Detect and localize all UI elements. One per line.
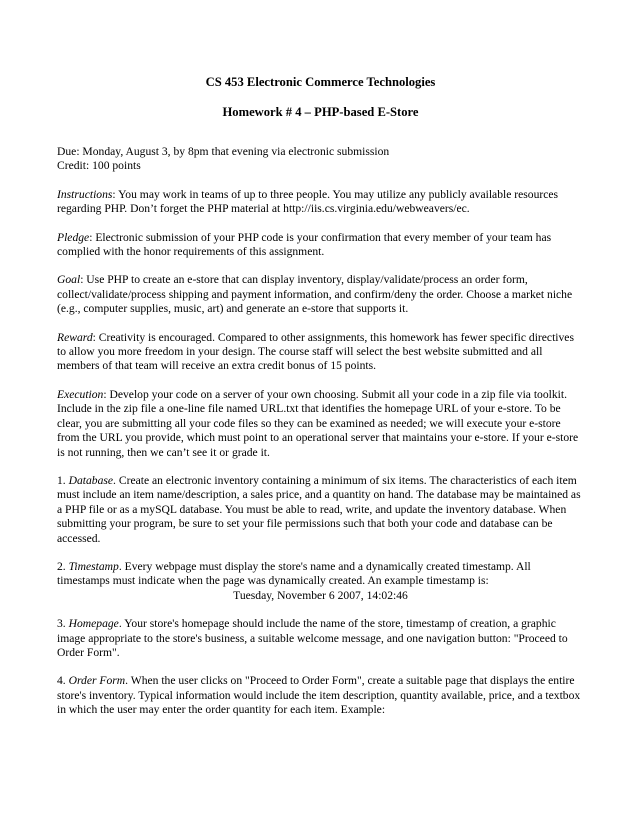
goal-section xyxy=(57,273,584,316)
instructions-section xyxy=(57,188,584,217)
item-number: 1. xyxy=(57,473,69,487)
execution-label: Execution xyxy=(57,387,104,401)
example-timestamp: Tuesday, November 6 2007, 14:02:46 xyxy=(233,588,408,602)
item-text: . Every webpage must display the store's name and a dynamically created timestamp. All timestamps must indicate when the page was dynamically created. An example timestamp is: xyxy=(57,559,531,588)
reward-text: : Creativity is encouraged. Compared to other assignments, this homework has fewer specific directives to allow you more freedom in your design. The course staff will select the best website submitted and all members of that team will receive an extra credit bonus of 15 points. xyxy=(57,330,574,373)
item-label: Homepage xyxy=(68,617,119,631)
due-credit-block xyxy=(57,145,584,174)
item-database xyxy=(57,474,584,546)
credit-line: Credit: 100 points xyxy=(57,159,141,173)
pledge-section xyxy=(57,231,584,260)
homework-title: Homework # 4 – PHP-based E-Store xyxy=(222,105,419,119)
goal-label: Goal xyxy=(57,273,81,287)
item-text: . Create an electronic inventory containing a minimum of six items. The characteristics of each item must include an item name/description, a sales price, and a quantity on hand. The database may be maintained as a PHP file or as a mySQL database. You must be able to read, write, and update the inventory database. When submitting your program, be sure to set your file permissions such that both your code and database can be accessed. xyxy=(57,473,581,545)
item-text: . When the user clicks on "Proceed to Order Form", create a suitable page that displays the entire store's inventory. Typical information would include the item description, quantity available, price, and a textbox in which the user may enter the order quantity for each item. Example: xyxy=(57,674,581,717)
pledge-label: Pledge xyxy=(57,230,90,244)
item-text: . Your store's homepage should include the name of the store, timestamp of creation, a graphic image appropriate to the store's business, a suitable welcome message, and one navigation button: "Proceed to Order Form". xyxy=(57,617,568,659)
item-homepage xyxy=(57,617,584,660)
pledge-text: : Electronic submission of your PHP code is your confirmation that every member of your team has complied with the honor requirements of this assignment. xyxy=(57,230,552,259)
item-number: 3. xyxy=(57,617,69,631)
item-order-form xyxy=(57,674,584,717)
course-title: CS 453 Electronic Commerce Technologies xyxy=(205,75,436,89)
item-number: 2. xyxy=(57,559,69,573)
goal-text: : Use PHP to create an e-store that can display inventory, display/validate/process an order form, collect/validate/process shipping and payment information, and confirm/deny the order. Choose a market niche (e.g., computer supplies, music, art) and generate an e-store that supports it. xyxy=(57,273,573,316)
item-number: 4. xyxy=(57,674,69,688)
reward-label: Reward xyxy=(57,330,93,344)
item-timestamp xyxy=(57,560,584,603)
item-label: Database xyxy=(68,473,114,487)
item-label: Order Form xyxy=(68,674,126,688)
item-label: Timestamp xyxy=(68,559,119,573)
execution-section xyxy=(57,388,584,460)
instructions-label: Instructions xyxy=(57,187,113,201)
due-line: Due: Monday, August 3, by 8pm that evening via electronic submission xyxy=(57,145,390,158)
reward-section xyxy=(57,331,584,374)
instructions-text: : You may work in teams of up to three people. You may utilize any publicly available resources regarding PHP. Don’t forget the PHP material at http://iis.cs.virginia.edu/webweavers/ec. xyxy=(57,187,559,216)
execution-text: : Develop your code on a server of your own choosing. Submit all your code in a zip file via toolkit. Include in the zip file a one-line file named URL.txt that identifies the homepage URL of your e-store. To be clear, you are submitting all your code files so they can be examined as needed; we will execute your e-store from the URL you provide, which must point to an operational server that maintains your e-store. If your e-store is not running, then we can’t see it or grade it. xyxy=(57,387,579,459)
